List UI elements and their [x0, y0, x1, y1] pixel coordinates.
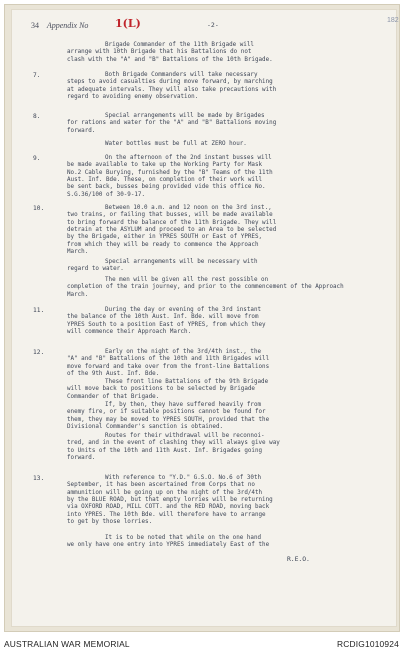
text-line: by the BLUE ROAD, but that empty lorries will be returning	[67, 497, 273, 504]
text-line: During the day or evening of the 3rd instant	[105, 307, 262, 313]
text-line: Routes for their withdrawal will be reconnoi-	[105, 433, 265, 439]
text-line: Between 10.0 a.m. and 12 noon on the 3rd inst.,	[105, 205, 272, 211]
paragraph-number: 7.	[33, 72, 41, 79]
text-line: to bring forward the balance of the 11th Brigade. They will	[67, 219, 277, 226]
archive-reference: RCDIG1010924	[337, 639, 399, 649]
text-line: forward.	[67, 455, 96, 462]
text-line: of the 9th Aust. Inf. Bde.	[67, 371, 160, 378]
appendix-header	[31, 21, 88, 30]
paragraph-number: 8.	[33, 113, 41, 120]
text-line: Divisional Commander's sanction is obtained.	[67, 424, 224, 431]
text-line: by the Brigade, either in YPRES SOUTH or East of YPRES,	[67, 234, 263, 241]
text-line: "A" and "B" Battalions of the 10th and 11th Brigades will	[67, 356, 270, 363]
text-line: we only have one entry into YPRES immediately East of the	[67, 542, 270, 549]
closing-note	[67, 535, 270, 550]
page-ref: 34	[31, 21, 39, 30]
front-line-note	[67, 379, 269, 401]
paragraph-number: 12.	[33, 349, 45, 356]
text-line: regard to avoiding enemy observation.	[67, 94, 199, 101]
text-line: them, they may be moved to YPRES SOUTH, provided that the	[67, 416, 270, 423]
text-line: the balance of the 10th Aust. Inf. Bde. will move from	[67, 314, 259, 321]
text-line: S.G.36/100 of 30-9-17.	[67, 191, 146, 198]
water-arrangement-note	[67, 259, 258, 274]
text-line: tred, and in the event of clashing they will always give way	[67, 440, 280, 447]
paragraph-number: 13.	[33, 475, 45, 482]
text-line: at adequate intervals. They will also take precautions with	[67, 86, 277, 93]
text-line: enemy fire, or if suitable positions cannot be found for	[67, 409, 266, 416]
text-line: No.2 Cable Burying, furnished by the "B" Teams of the 11th	[67, 169, 273, 176]
text-line: Commander of that Brigade.	[67, 393, 160, 400]
paragraph-12	[67, 349, 270, 378]
text-line: be sent back, busses being provided vide this office No.	[67, 184, 266, 191]
text-line: will commence their Approach March.	[67, 329, 192, 336]
paragraph-number: 10.	[33, 205, 45, 212]
paragraph-number: 11.	[33, 307, 45, 314]
page-number: -2-	[207, 21, 219, 29]
text-line: Both Brigade Commanders will take necessary	[105, 72, 258, 78]
text-line: be made available to take up the Working Party for Mask	[67, 162, 263, 169]
text-line: detrain at the ASYLUM and proceed to an Area to be selected	[67, 227, 277, 234]
text-line: completion of the train journey, and prior to the commencement of the Approach March.	[67, 284, 344, 298]
paragraph-10	[67, 205, 277, 256]
paragraph-continuation	[67, 42, 273, 64]
text-line: Early on the night of the 3rd/4th inst., the	[105, 349, 262, 355]
text-line: Aust. Inf. Bde. These, on completion of their work will	[67, 177, 263, 184]
document-page	[11, 9, 397, 627]
text-line: Water bottles must be full at ZERO hour.	[105, 141, 247, 147]
appendix-label: Appendix No	[46, 21, 89, 30]
text-line: into YPRES. The 10th Bde. will therefore have to arrange	[67, 511, 266, 518]
signature-initials: R.E.O.	[287, 555, 310, 563]
text-line: Brigade Commander of the 11th Brigade will	[105, 42, 254, 48]
text-line: to Units of the 10th and 11th Aust. Inf. Brigades going	[67, 447, 263, 454]
text-line: clash with the "A" and "B" Battalions of the 10th Brigade.	[67, 56, 273, 63]
water-bottles-note	[105, 141, 247, 148]
text-line: ammunition will be going up on the night of the 3rd/4th	[67, 489, 263, 496]
paragraph-7	[67, 72, 277, 101]
text-line: arrange with 10th Brigade that his Battalions do not	[67, 49, 252, 56]
text-line: September, it has been ascertained from Corps that no	[67, 482, 255, 489]
handwritten-appendix-mark: 1(L)	[115, 17, 141, 30]
text-line: If, by then, they have suffered heavily from	[105, 402, 262, 408]
paragraph-11	[67, 307, 266, 336]
text-line: for rations and water for the "A" and "B" Battalions moving	[67, 120, 277, 127]
text-line: will move back to positions to be selected by Brigade	[67, 386, 255, 393]
text-line: regard to water.	[67, 266, 124, 273]
paragraph-8	[67, 113, 277, 135]
casualty-note	[67, 402, 270, 431]
document-scan	[4, 4, 400, 632]
text-line: via OXFORD ROAD, MILL COTT. and the RED ROAD, moving back	[67, 504, 270, 511]
text-line: March.	[67, 249, 89, 256]
archive-footer	[0, 636, 405, 654]
text-line: steps to avoid casualties during move forward, by marching	[67, 79, 273, 86]
text-line: Special arrangements will be necessary with	[105, 259, 258, 265]
text-line: On the afternoon of the 2nd instant busses will	[105, 155, 272, 161]
text-line: These front line Battalions of the 9th Brigade	[105, 379, 269, 385]
text-line: to get by those lorries.	[67, 519, 153, 526]
text-line: forward.	[67, 127, 96, 134]
withdrawal-routes-note	[67, 433, 280, 462]
text-line: With reference to "Y.D." G.S.O. No.6 of 30th	[105, 475, 262, 481]
text-line: Special arrangements will be made by Brigades	[105, 113, 265, 119]
paragraph-number: 9.	[33, 155, 41, 162]
text-line: It is to be noted that while on the one hand	[105, 535, 262, 541]
paragraph-9	[67, 155, 273, 199]
text-line: two trains, or failing that busses, will be made available	[67, 212, 273, 219]
text-line: The men will be given all the rest possible on	[105, 277, 269, 283]
text-line: YPRES South to a position East of YPRES, from which they	[67, 321, 266, 328]
text-line: move forward and take over from the front-line Battalions	[67, 363, 270, 370]
corner-stamp: 182	[387, 17, 399, 24]
rest-note	[67, 277, 367, 299]
archive-name: AUSTRALIAN WAR MEMORIAL	[4, 639, 130, 649]
paragraph-13	[67, 475, 273, 526]
text-line: from which they will be ready to commence the Approach	[67, 241, 259, 248]
